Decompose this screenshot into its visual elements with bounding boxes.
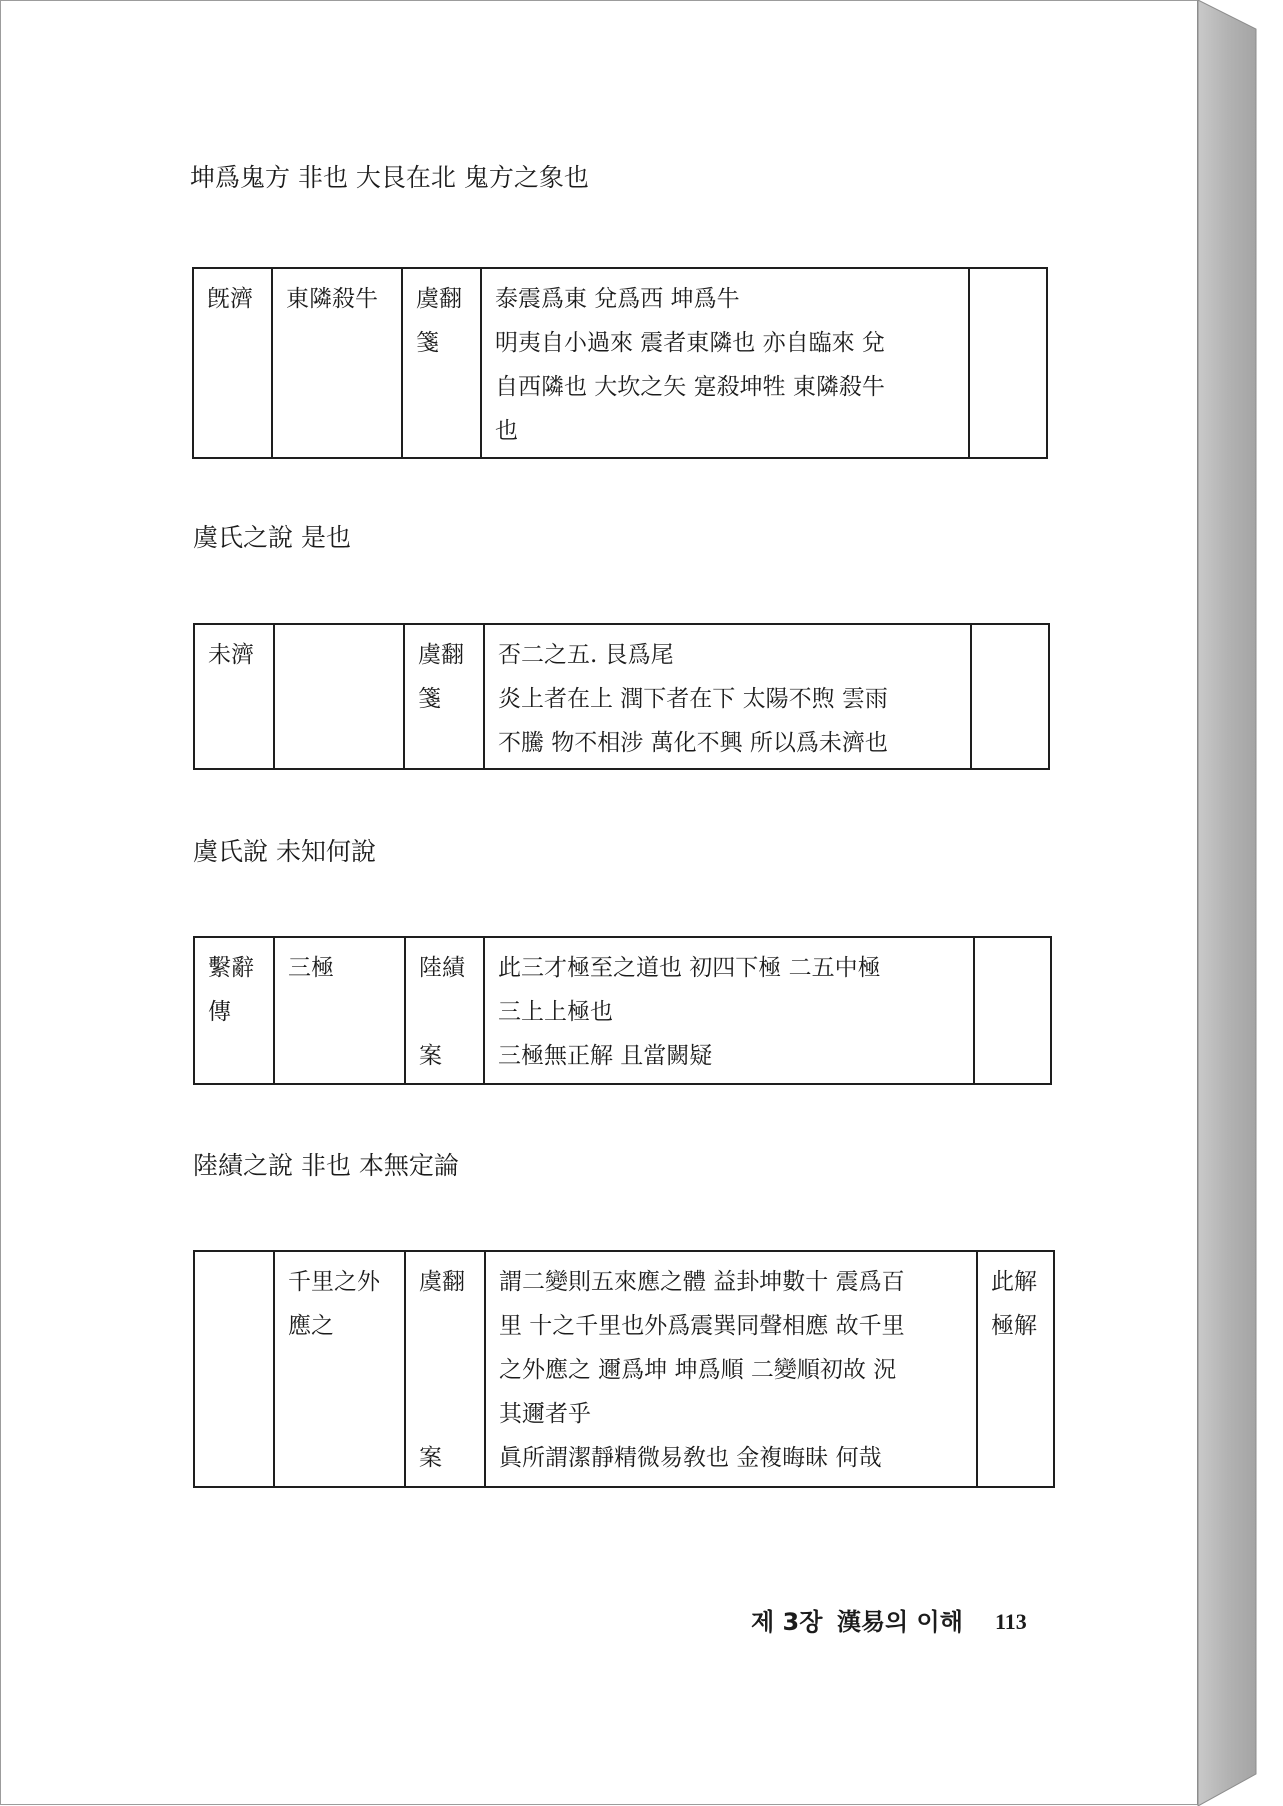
phrase-cell [272, 268, 402, 458]
commentary-line-4: 陸績之說 非也 本無定論 [193, 1151, 459, 1180]
page-number: 113 [995, 1609, 1027, 1634]
remark-label: 案 [419, 1043, 442, 1069]
commentary-text-line: 謂二變則五來應之體 益卦坤數十 震爲百 [499, 1269, 905, 1295]
commentary-text-cell [484, 937, 974, 1084]
commentary-table-2 [193, 623, 1050, 770]
note-text: 此解 [991, 1269, 1037, 1295]
hexagram-name: 旣濟 [207, 286, 253, 312]
hexagram-cell [194, 624, 274, 769]
commentary-text-line: 之外應之 邇爲坤 坤爲順 二變順初故 況 [499, 1357, 897, 1383]
spacer [419, 990, 483, 1034]
phrase-cell [274, 937, 405, 1084]
spacer [419, 1392, 484, 1436]
commentator-name: 虞翻 [416, 286, 462, 312]
commentary-table-1 [192, 267, 1048, 459]
phrase-cell [274, 624, 404, 769]
commentary-table-3 [193, 936, 1052, 1085]
commentary-text-line: 其邇者乎 [499, 1401, 591, 1427]
note-cell [977, 1251, 1054, 1487]
note-cell [974, 937, 1051, 1084]
commentator-cell [405, 937, 484, 1084]
commentator-type: 箋 [416, 330, 439, 356]
remark-label: 案 [419, 1445, 442, 1471]
phrase-cell [274, 1251, 405, 1487]
commentary-text-line: 也 [495, 418, 518, 444]
commentator-cell [402, 268, 481, 458]
commentary-text-cell [484, 624, 971, 769]
commentary-text-line: 否二之五. 艮爲尾 [498, 642, 674, 668]
commentary-text-line: 不騰 物不相涉 萬化不興 所以爲未濟也 [498, 730, 888, 756]
commentary-text-line: 此三才極至之道也 初四下極 二五中極 [498, 955, 881, 981]
commentary-text-line: 炎上者在上 潤下者在下 太陽不煦 雲雨 [498, 686, 888, 712]
commentary-text-line: 自西隣也 大坎之矢 寔殺坤牲 東隣殺牛 [495, 374, 885, 400]
chapter-title: 漢易의 이해 [837, 1607, 963, 1636]
commentator-cell [405, 1251, 485, 1487]
commentary-text-line: 三上上極也 [498, 999, 613, 1025]
spacer [419, 1304, 484, 1348]
note-cell [969, 268, 1047, 458]
commentator-cell [404, 624, 484, 769]
commentary-text-line: 眞所謂潔靜精微易敎也 金複晦昧 何哉 [499, 1445, 882, 1471]
commentary-text-cell [481, 268, 969, 458]
phrase-text: 應之 [288, 1313, 334, 1339]
commentary-table-4 [193, 1250, 1055, 1488]
commentary-line-1: 坤爲鬼方 非也 大艮在北 鬼方之象也 [190, 163, 589, 192]
hexagram-cell [194, 1251, 274, 1487]
commentator-name: 虞翻 [418, 642, 464, 668]
commentator-type: 箋 [418, 686, 441, 712]
hexagram-name: 未濟 [208, 642, 254, 668]
commentary-text-line: 三極無正解 且當闕疑 [498, 1043, 713, 1069]
commentary-text-line: 明夷自小過來 震者東隣也 亦自臨來 兌 [495, 330, 885, 356]
phrase-text: 千里之外 [288, 1269, 380, 1295]
note-text: 極解 [991, 1313, 1037, 1339]
commentary-text-line: 泰震爲東 兌爲西 坤爲牛 [495, 286, 740, 312]
commentary-text-line: 里 十之千里也外爲震巽同聲相應 故千里 [499, 1313, 905, 1339]
commentary-line-2: 虞氏之說 是也 [193, 523, 351, 552]
hexagram-name: 傳 [208, 999, 231, 1025]
hexagram-name: 繫辭 [208, 955, 254, 981]
hexagram-cell [193, 268, 272, 458]
hexagram-cell [194, 937, 274, 1084]
spacer [419, 1348, 484, 1392]
commentary-text-cell [485, 1251, 977, 1487]
phrase-text: 東隣殺牛 [286, 286, 378, 312]
chapter-label: 제 3장 [751, 1608, 823, 1636]
commentary-line-3: 虞氏說 未知何說 [193, 837, 376, 866]
commentator-name: 虞翻 [419, 1269, 465, 1295]
note-cell [971, 624, 1049, 769]
commentator-name: 陸績 [419, 955, 465, 981]
phrase-text: 三極 [288, 955, 334, 981]
